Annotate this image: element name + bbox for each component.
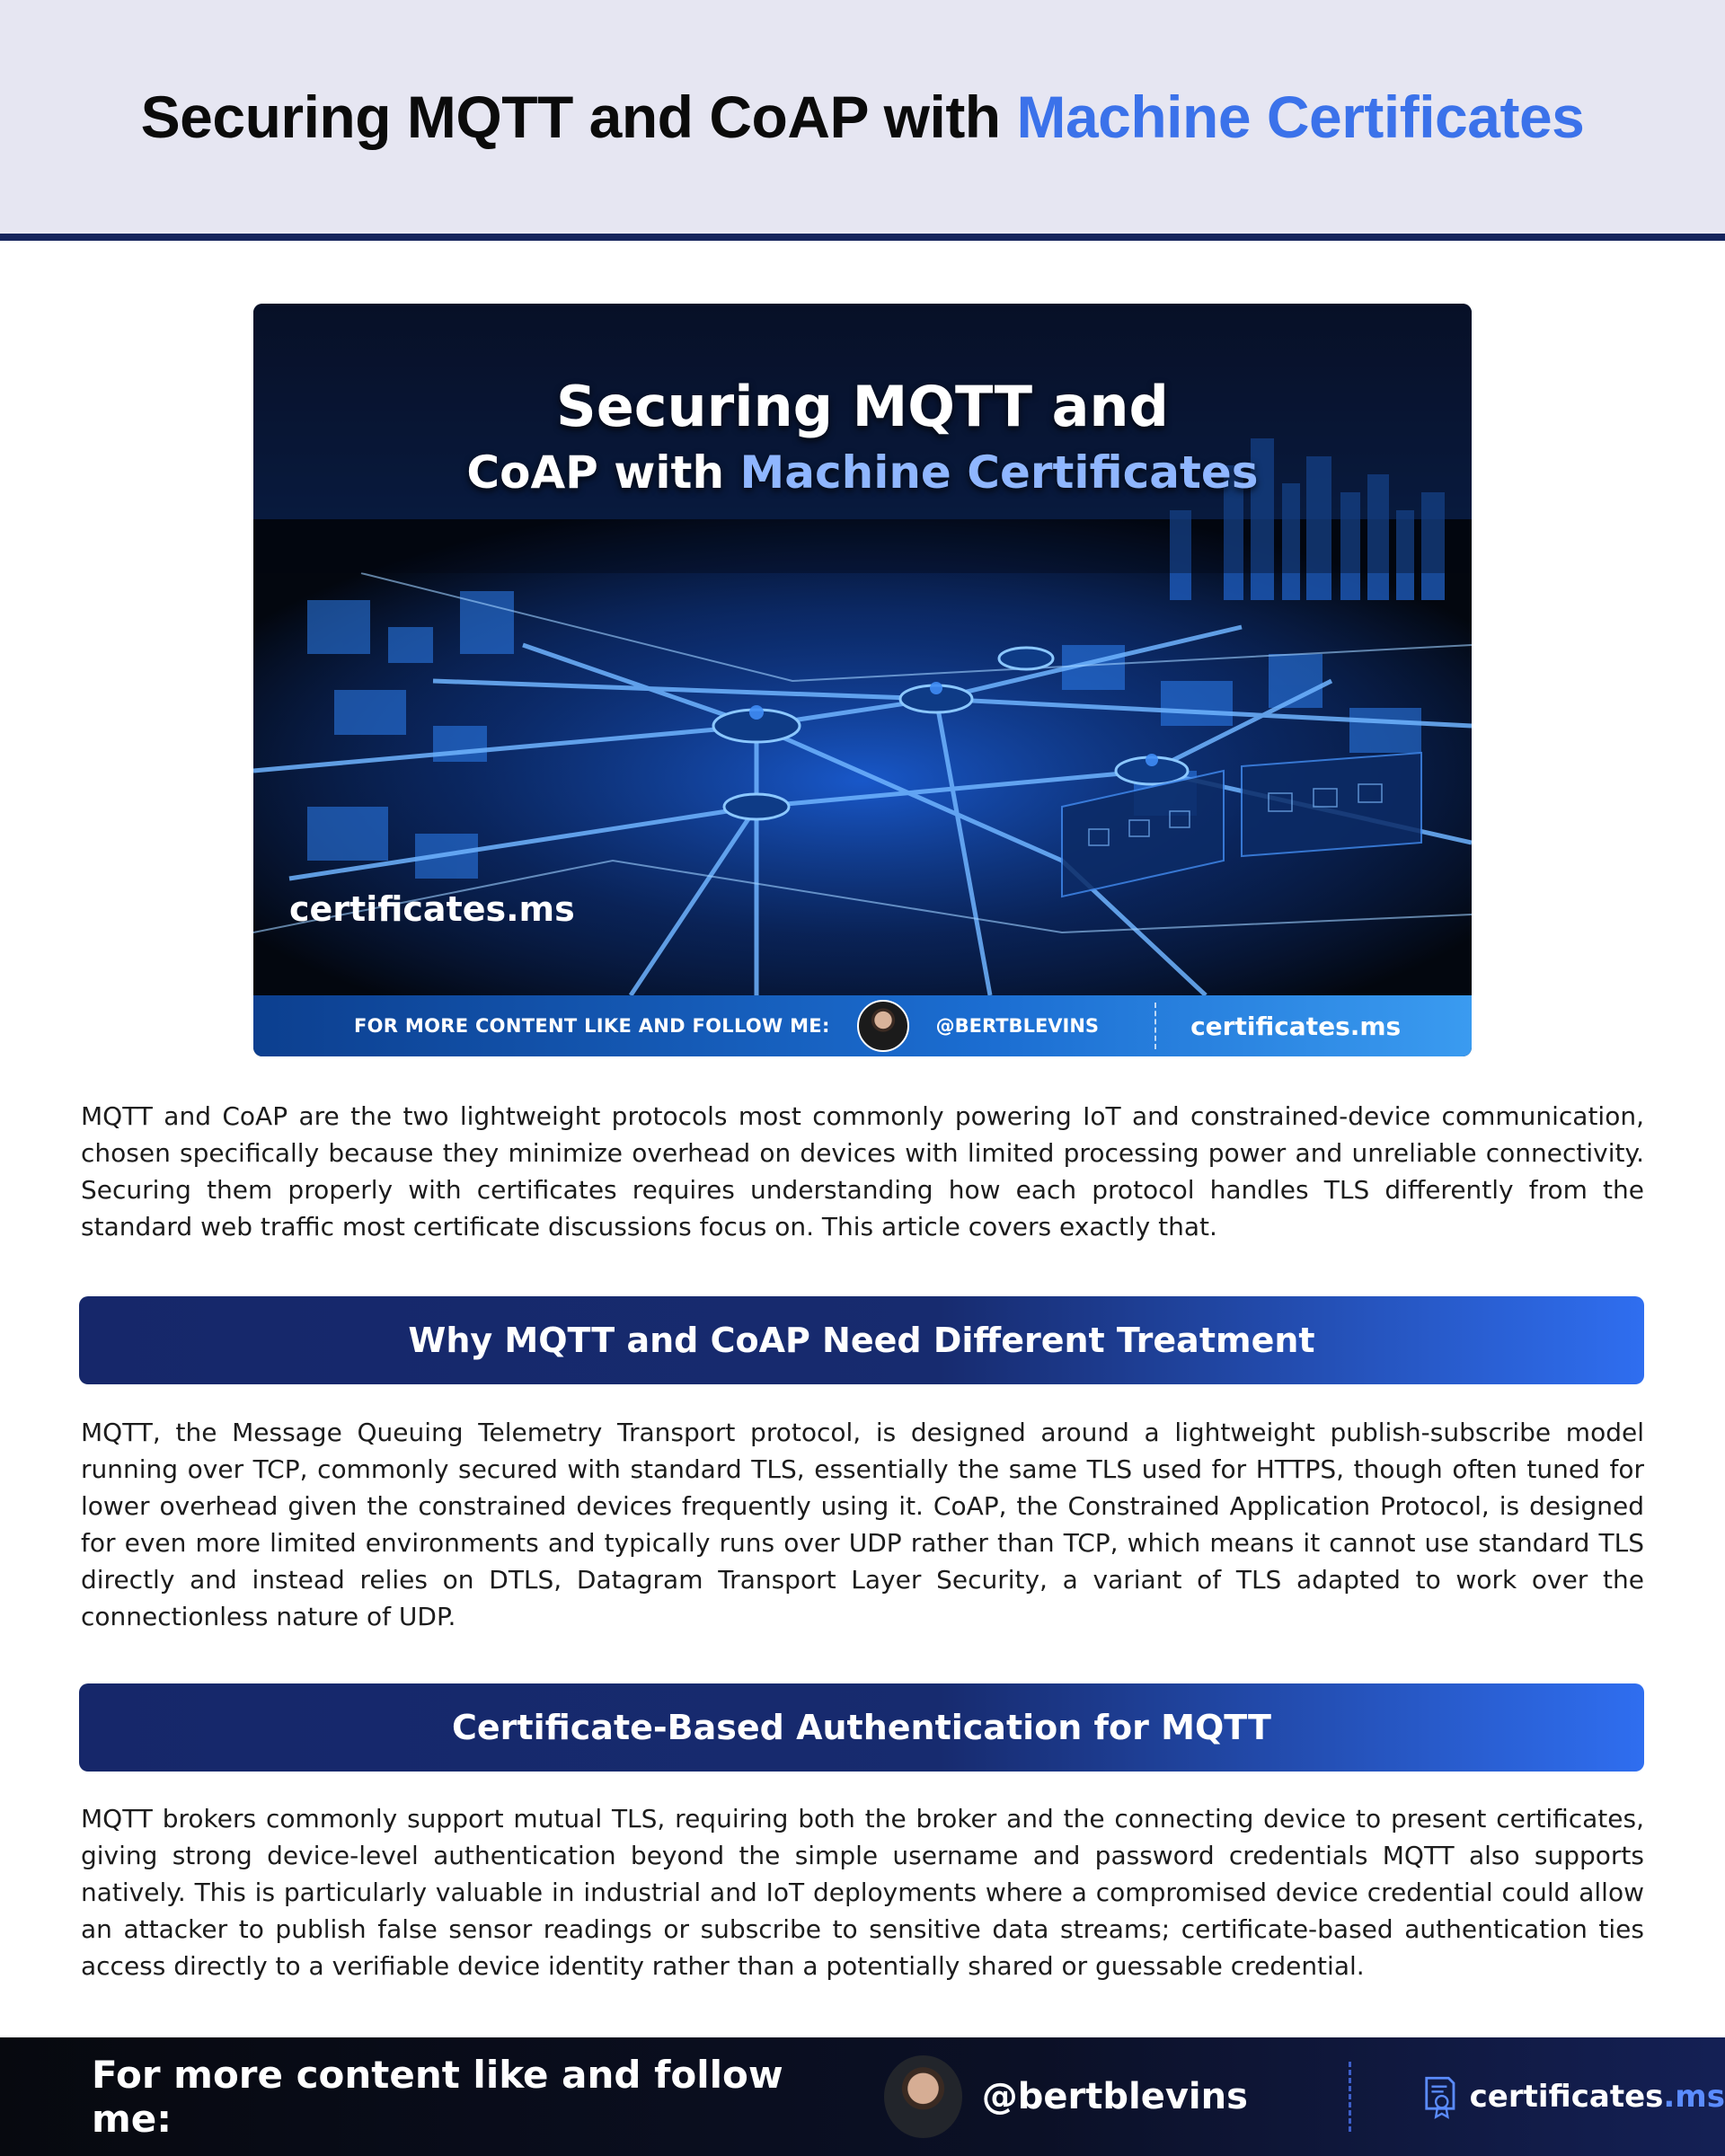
section-heading-different-treatment [79,1296,1644,1384]
avatar [884,2055,962,2138]
hero-handle: @BERTBLEVINS [935,1015,1100,1037]
hero-title-line2-main: CoAP with [466,446,725,499]
page-title-main: Securing MQTT and CoAP with [140,84,1001,150]
footer-brand[interactable] [1470,2079,1725,2115]
page-title [141,83,1585,151]
hero-divider [1154,1003,1156,1049]
hero-strip-brand: certificates.ms [1190,1011,1402,1041]
section-heading-text: Why MQTT and CoAP Need Different Treatment [408,1321,1315,1360]
footer-brand-ext: .ms [1663,2079,1725,2115]
hero-title-line1: Securing MQTT and [556,374,1169,439]
footer-handle-link[interactable]: @bertblevins [981,2076,1248,2117]
footer-follow-text: For more content like and follow me: [92,2053,783,2141]
page-header [0,0,1725,241]
hero-title [253,374,1472,499]
hero-follow-text: FOR MORE CONTENT LIKE AND FOLLOW ME: [354,1015,830,1037]
intro-paragraph: MQTT and CoAP are the two lightweight protocols most commonly powering IoT and constrained-device communication, chosen specifically because they minimize overhead on devices with limited processing power and unreliable connectivity. Securing them properly with certificates requires understanding how each protocol handles TLS differently from the standard web traffic most certificate discussions focus on. This article covers exactly that. [81,1101,1644,1241]
page-title-accent: Machine Certificates [1016,84,1585,150]
hero-image [253,304,1472,1056]
footer-divider [1349,2062,1351,2132]
hero-title-line2-accent: Machine Certificates [739,446,1259,499]
hero-follow-strip [253,995,1472,1056]
hero-brand-logo: certificates.ms [289,889,575,929]
footer-brand-main: certificates [1469,2079,1664,2115]
section2-paragraph: MQTT brokers commonly support mutual TLS, requiring both the broker and the connecting device to present certificates, giving strong device-level authentication beyond the simple username and password credentials MQTT also supports natively. This is particularly valuable in industrial and IoT deployments where a compromised device credential could allow an attacker to publish false sensor readings or subscribe to sensitive data streams; certificate-based authentication ties access directly to a verifiable device identity rather than a potentially shared or guessable credential. [81,1804,1644,1981]
section-heading-mqtt-auth [79,1683,1644,1772]
section-heading-text: Certificate-Based Authentication for MQTT [452,1708,1271,1747]
page-footer [0,2037,1725,2156]
section1-paragraph: MQTT, the Message Queuing Telemetry Transport protocol, is designed around a lightweight publish-subscribe model running over TCP, commonly secured with standard TLS, essentially the same TLS used for HTTPS, though often tuned for lower overhead given the constrained devices frequently using it. CoAP, the Constrained Application Protocol, is designed for even more limited environments and typically runs over UDP rather than TCP, which means it cannot use standard TLS directly and instead relies on DTLS, Datagram Transport Layer Security, a variant of TLS adapted to work over the connectionless nature of UDP. [81,1418,1644,1631]
certificate-badge-icon [1423,2073,1457,2120]
hero-avatar [857,1000,909,1052]
hero-title-line2 [253,446,1472,499]
